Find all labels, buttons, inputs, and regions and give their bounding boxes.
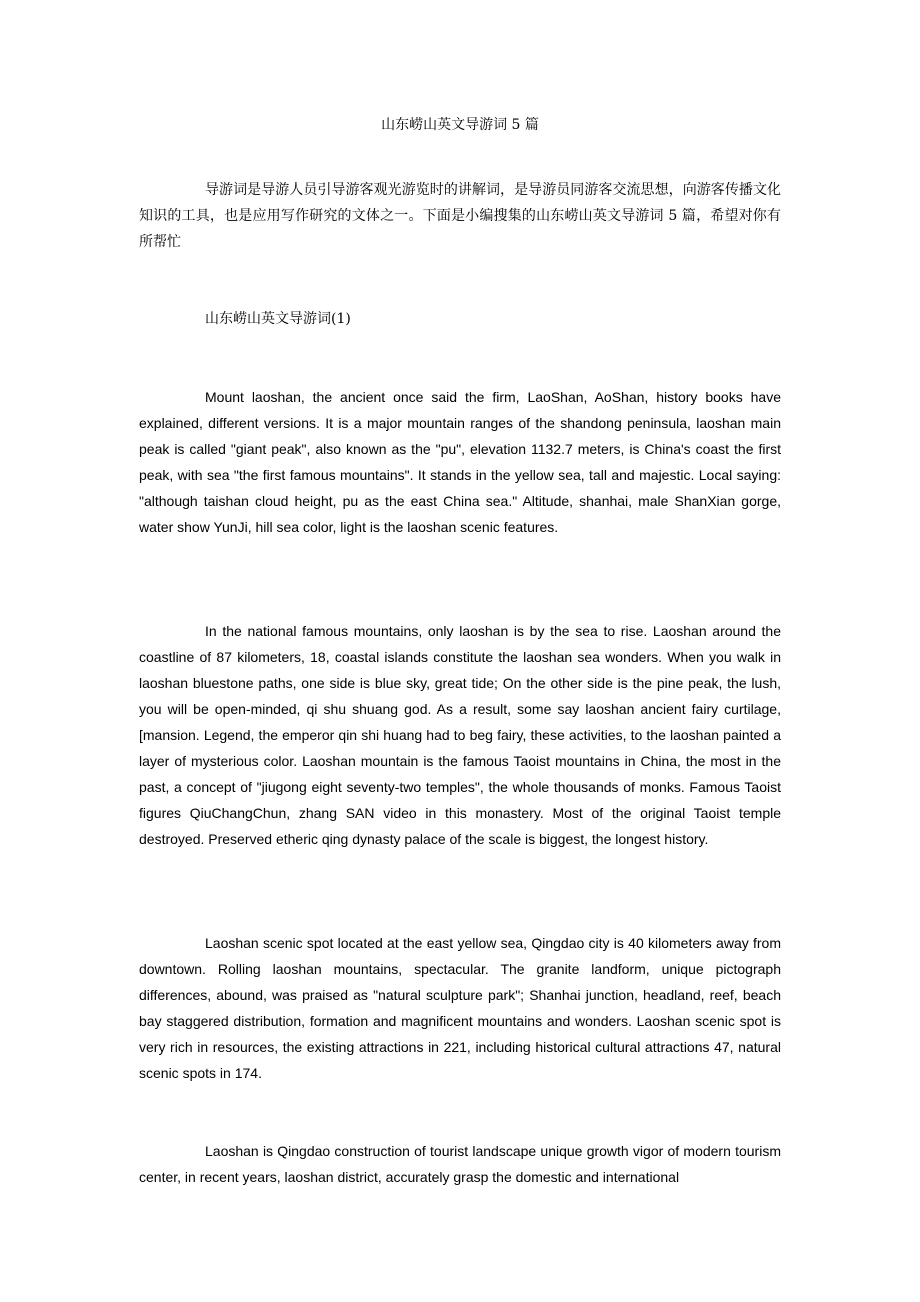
intro-paragraph: 导游词是导游人员引导游客观光游览时的讲解词，是导游员同游客交流思想，向游客传播文化知识的工具，也是应用写作研究的文体之一。下面是小编搜集的山东崂山英文导游词 5 篇，希望对你有所帮忙	[139, 182, 781, 250]
body-paragraph-3: Laoshan scenic spot located at the east yellow sea, Qingdao city is 40 kilometers away from downtown. Rolling laoshan mountains, spectacular. The granite landform, unique pictograph differences, abound, was praised as "natural sculpture park"; Shanhai junction, headland, reef, beach bay staggered distribution, formation and magnificent mountains and wonders. Laoshan scenic spot is very rich in resources, the existing attractions in 221, including historical cultural attractions 47, natural scenic spots in 174.	[139, 935, 781, 1081]
section-heading: 山东崂山英文导游词(1)	[205, 311, 351, 327]
document-title: 山东崂山英文导游词 5 篇	[381, 117, 539, 133]
body-paragraph-2: In the national famous mountains, only laoshan is by the sea to rise. Laoshan around the coastline of 87 kilometers, 18, coastal islands constitute the laoshan sea wonders. When you walk in laoshan bluestone paths, one side is blue sky, great tide; On the other side is the pine peak, the lush, you will be open-minded, qi shu shuang god. As a result, some say laoshan ancient fairy curtilage, [mansion. Legend, the emperor qin shi huang had to beg fairy, these activities, to the laoshan painted a layer of mysterious color. Laoshan mountain is the famous Taoist mountains in China, the most in the past, a concept of "jiugong eight seventy-two temples", the whole thousands of monks. Famous Taoist figures QiuChangChun, zhang SAN video in this monastery. Most of the original Taoist temple destroyed. Preserved etheric qing dynasty palace of the scale is biggest, the longest history.	[139, 623, 781, 847]
body-paragraph-4: Laoshan is Qingdao construction of tourist landscape unique growth vigor of modern tourism center, in recent years, laoshan district, accurately grasp the domestic and international	[139, 1143, 781, 1185]
body-paragraph-1: Mount laoshan, the ancient once said the firm, LaoShan, AoShan, history books have explained, different versions. It is a major mountain ranges of the shandong peninsula, laoshan main peak is called "giant peak", also known as the "pu", elevation 1132.7 meters, is China's coast the first peak, with sea "the first famous mountains". It stands in the yellow sea, tall and majestic. Local saying: "although taishan cloud height, pu as the east China sea." Altitude, shanhai, male ShanXian gorge, water show YunJi, hill sea color, light is the laoshan scenic features.	[139, 389, 781, 535]
